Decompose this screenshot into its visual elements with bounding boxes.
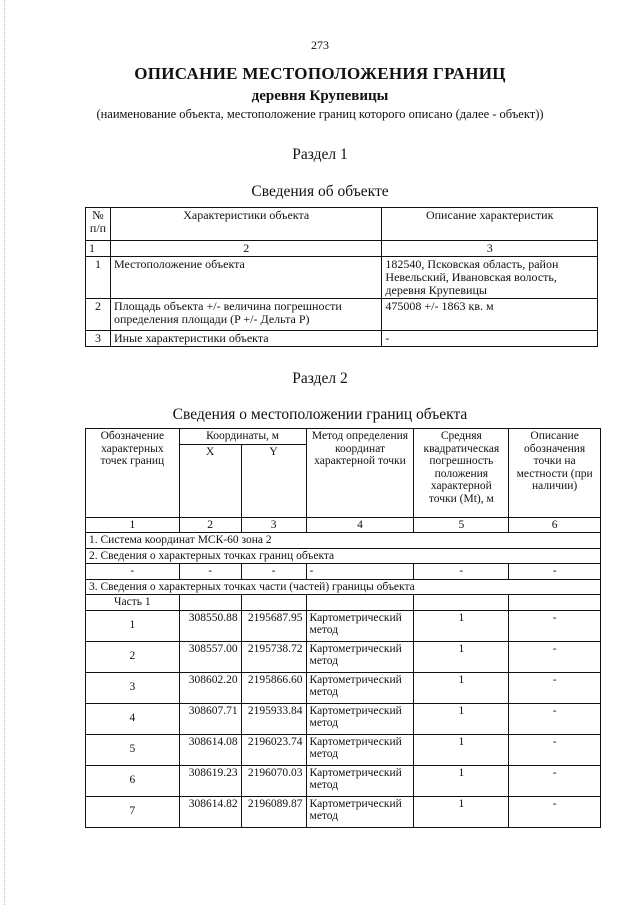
point-method: Картометрический метод <box>306 672 414 703</box>
object-name: деревня Крупевицы <box>251 88 389 104</box>
table-row <box>86 299 598 331</box>
point-y: 2195687.95 <box>241 610 306 641</box>
point-y: 2196070.03 <box>241 765 306 796</box>
point-method: Картометрический метод <box>306 765 414 796</box>
point-number: 2 <box>86 641 180 672</box>
table-row <box>86 331 598 347</box>
table-header-row <box>86 429 601 445</box>
table-section-row <box>86 579 601 595</box>
point-y: 2196089.87 <box>241 796 306 827</box>
empty-cell <box>509 595 601 611</box>
point-description: - <box>509 672 601 703</box>
point-number: 7 <box>86 796 180 827</box>
point-number: 3 <box>86 672 180 703</box>
section-1-table-title: Сведения об объекте <box>251 183 389 200</box>
boundary-points-row: 2. Сведения о характерных точках границ объекта <box>86 548 601 564</box>
table-index-row <box>86 241 598 257</box>
point-x: 308619.23 <box>179 765 241 796</box>
point-error: 1 <box>414 765 509 796</box>
dash-cell: - <box>509 564 601 580</box>
table-row <box>86 796 601 827</box>
point-method: Картометрический метод <box>306 610 414 641</box>
row-description: - <box>382 331 598 347</box>
table-header-row <box>86 208 598 241</box>
empty-cell <box>306 595 414 611</box>
point-x: 308607.71 <box>179 703 241 734</box>
point-description: - <box>509 641 601 672</box>
point-number: 4 <box>86 703 180 734</box>
point-description: - <box>509 734 601 765</box>
point-method: Картометрический метод <box>306 734 414 765</box>
point-x: 308557.00 <box>179 641 241 672</box>
index-cell: 3 <box>382 241 598 257</box>
page-number: 273 <box>311 38 329 52</box>
point-method: Картометрический метод <box>306 641 414 672</box>
index-cell: 4 <box>306 517 414 533</box>
point-description: - <box>509 610 601 641</box>
row-number: 3 <box>86 331 111 347</box>
row-characteristic: Иные характеристики объекта <box>110 331 381 347</box>
header-cell-characteristic: Характеристики объекта <box>110 208 381 241</box>
index-cell: 3 <box>241 517 306 533</box>
object-info-table <box>85 207 598 347</box>
table-row <box>86 610 601 641</box>
table-section-row <box>86 548 601 564</box>
table-row <box>86 257 598 299</box>
row-number: 1 <box>86 257 111 299</box>
table-index-row <box>86 517 601 533</box>
row-description: 475008 +/- 1863 кв. м <box>382 299 598 331</box>
header-cell-description: Описание обозначения точки на местности (при наличии) <box>509 429 601 518</box>
point-y: 2196023.74 <box>241 734 306 765</box>
point-y: 2195933.84 <box>241 703 306 734</box>
point-error: 1 <box>414 734 509 765</box>
dash-cell: - <box>179 564 241 580</box>
part-points-row: 3. Сведения о характерных точках части (частей) границы объекта <box>86 579 601 595</box>
point-x: 308614.08 <box>179 734 241 765</box>
empty-cell <box>179 595 241 611</box>
point-description: - <box>509 765 601 796</box>
table-row <box>86 765 601 796</box>
point-error: 1 <box>414 641 509 672</box>
boundary-points-table <box>85 428 601 828</box>
table-row <box>86 734 601 765</box>
point-error: 1 <box>414 672 509 703</box>
points-body <box>86 610 601 827</box>
object-name-note: (наименование объекта, местоположение границ которого описано (далее - объект)) <box>96 107 544 121</box>
table-section-row <box>86 533 601 549</box>
coordinate-system-row: 1. Система координат МСК-60 зона 2 <box>86 533 601 549</box>
index-cell: 5 <box>414 517 509 533</box>
header-cell-description: Описание характеристик <box>382 208 598 241</box>
point-number: 5 <box>86 734 180 765</box>
row-characteristic: Площадь объекта +/- величина погрешности определения площади (P +/- Дельта P) <box>110 299 381 331</box>
index-cell: 1 <box>86 241 111 257</box>
part-label: Часть 1 <box>86 595 180 611</box>
dash-cell: - <box>241 564 306 580</box>
row-description: 182540, Псковская область, район Невельский, Ивановская волость, деревня Крупевицы <box>382 257 598 299</box>
header-cell-x: X <box>179 444 241 517</box>
point-error: 1 <box>414 610 509 641</box>
empty-cell <box>414 595 509 611</box>
empty-cell <box>241 595 306 611</box>
point-y: 2195866.60 <box>241 672 306 703</box>
index-cell: 2 <box>179 517 241 533</box>
table-row <box>86 641 601 672</box>
header-cell-y: Y <box>241 444 306 517</box>
point-number: 6 <box>86 765 180 796</box>
section-2-table-title: Сведения о местоположении границ объекта <box>172 406 468 423</box>
point-x: 308602.20 <box>179 672 241 703</box>
point-method: Картометрический метод <box>306 796 414 827</box>
index-cell: 1 <box>86 517 180 533</box>
dash-cell: - <box>306 564 414 580</box>
dash-cell: - <box>86 564 180 580</box>
header-cell-points: Обозначение характерных точек границ <box>86 429 180 518</box>
point-description: - <box>509 796 601 827</box>
row-number: 2 <box>86 299 111 331</box>
point-number: 1 <box>86 610 180 641</box>
table-row <box>86 703 601 734</box>
index-cell: 2 <box>110 241 381 257</box>
table-row <box>86 564 601 580</box>
point-y: 2195738.72 <box>241 641 306 672</box>
point-error: 1 <box>414 703 509 734</box>
header-cell-method: Метод определения координат характерной точки <box>306 429 414 518</box>
section-2-heading: Раздел 2 <box>292 370 348 387</box>
table-row <box>86 595 601 611</box>
point-description: - <box>509 703 601 734</box>
table-row <box>86 672 601 703</box>
point-x: 308614.82 <box>179 796 241 827</box>
point-x: 308550.88 <box>179 610 241 641</box>
point-error: 1 <box>414 796 509 827</box>
dash-cell: - <box>414 564 509 580</box>
header-cell-number: № п/п <box>86 208 111 241</box>
point-method: Картометрический метод <box>306 703 414 734</box>
header-cell-coordinates: Координаты, м <box>179 429 306 445</box>
index-cell: 6 <box>509 517 601 533</box>
row-characteristic: Местоположение объекта <box>110 257 381 299</box>
header-cell-error: Средняя квадратическая погрешность положения характерной точки (Mt), м <box>414 429 509 518</box>
scan-edge <box>4 0 6 905</box>
section-1-heading: Раздел 1 <box>292 146 348 163</box>
document-title: ОПИСАНИЕ МЕСТОПОЛОЖЕНИЯ ГРАНИЦ <box>134 64 506 83</box>
